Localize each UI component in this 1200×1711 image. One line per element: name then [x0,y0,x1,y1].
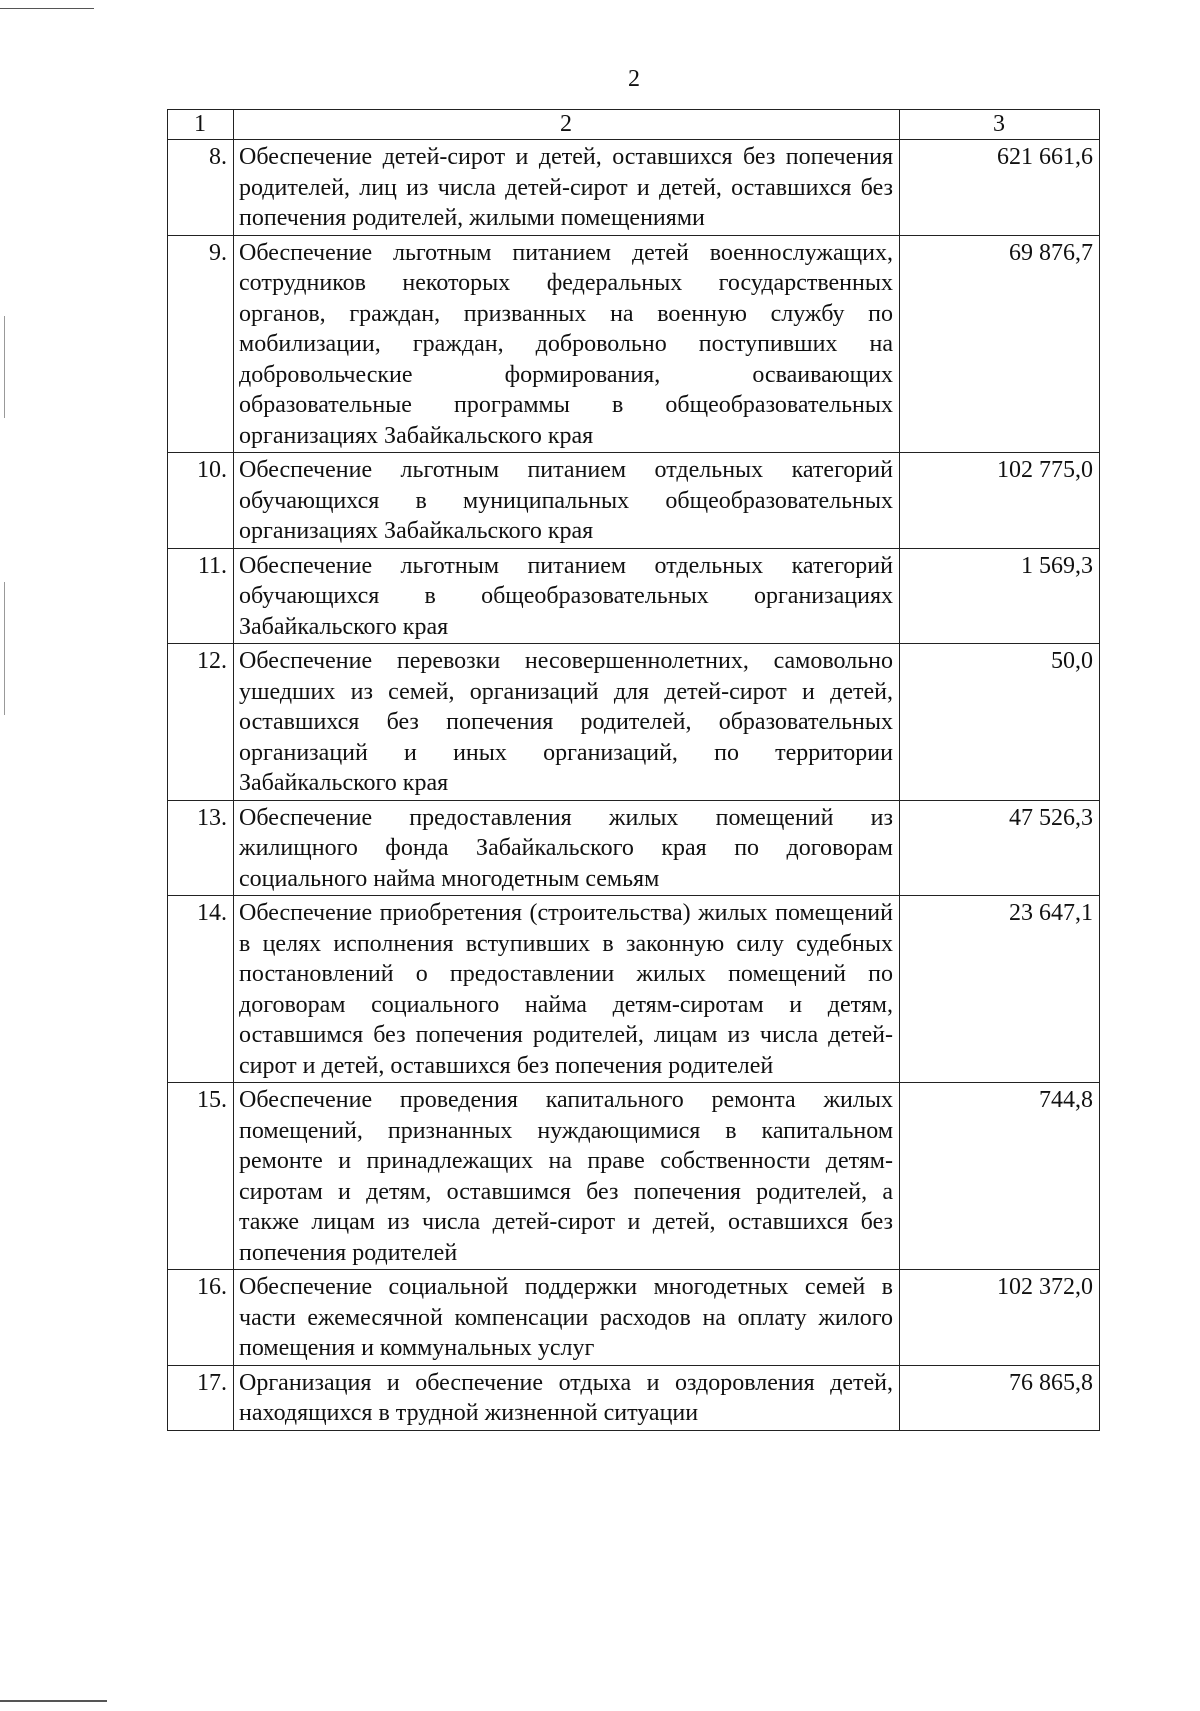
row-amount: 1 569,3 [900,548,1100,644]
row-description: Обеспечение приобретения (строительства) жилых помещений в целях исполнения вступивших в законную силу судебных постановлений о предоставлении жилых помещений по договорам социального найма детям-сиротам и детям, оставшимся без попечения родителей, лицам из числа детей-сирот и детей, оставшихся без попечения родителей [234,896,900,1083]
row-amount: 76 865,8 [900,1365,1100,1430]
row-amount: 744,8 [900,1083,1100,1270]
scan-artifact-bottom-left [0,1700,107,1702]
table-header-row [168,110,1100,140]
scan-artifact-left-edge [4,316,5,418]
row-description: Обеспечение социальной поддержки многодетных семей в части ежемесячной компенсации расходов на оплату жилого помещения и коммунальных услуг [234,1270,900,1366]
column-header-2: 2 [234,110,900,140]
row-description: Организация и обеспечение отдыха и оздоровления детей, находящихся в трудной жизненной ситуации [234,1365,900,1430]
row-number: 10. [168,453,234,549]
table-row [168,1083,1100,1270]
row-number: 12. [168,644,234,801]
table-row [168,140,1100,236]
row-amount: 621 661,6 [900,140,1100,236]
row-number: 11. [168,548,234,644]
table-row [168,644,1100,801]
table-row [168,1270,1100,1366]
row-amount: 50,0 [900,644,1100,801]
row-description: Обеспечение льготным питанием отдельных категорий обучающихся в муниципальных общеобразовательных организациях Забайкальского края [234,453,900,549]
row-description: Обеспечение льготным питанием детей военнослужащих, сотрудников некоторых федеральных государственных органов, граждан, призванных на военную службу по мобилизации, граждан, добровольно поступивших на добровольческие формирования, осваивающих образовательные программы в общеобразовательных организациях Забайкальского края [234,235,900,453]
table-row [168,896,1100,1083]
table-row [168,453,1100,549]
row-number: 17. [168,1365,234,1430]
row-description: Обеспечение перевозки несовершеннолетних, самовольно ушедших из семей, организаций для детей-сирот и детей, оставшихся без попечения родителей, образовательных организаций и иных организаций, по территории Забайкальского края [234,644,900,801]
row-number: 14. [168,896,234,1083]
row-number: 15. [168,1083,234,1270]
row-description: Обеспечение льготным питанием отдельных категорий обучающихся в общеобразовательных организациях Забайкальского края [234,548,900,644]
table-row [168,800,1100,896]
table-row [168,235,1100,453]
table-row [168,1365,1100,1430]
table-row [168,548,1100,644]
column-header-1: 1 [168,110,234,140]
row-amount: 102 372,0 [900,1270,1100,1366]
scan-artifact-top-left [0,8,94,9]
row-amount: 47 526,3 [900,800,1100,896]
column-header-3: 3 [900,110,1100,140]
row-number: 8. [168,140,234,236]
row-number: 16. [168,1270,234,1366]
row-amount: 23 647,1 [900,896,1100,1083]
page-number: 2 [628,66,640,92]
row-amount: 69 876,7 [900,235,1100,453]
row-amount: 102 775,0 [900,453,1100,549]
scan-artifact-left-edge-2 [4,582,5,715]
row-number: 9. [168,235,234,453]
row-description: Обеспечение предоставления жилых помещений из жилищного фонда Забайкальского края по договорам социального найма многодетным семьям [234,800,900,896]
row-description: Обеспечение проведения капитального ремонта жилых помещений, признанных нуждающимися в капитальном ремонте и принадлежащих на праве собственности детям-сиротам и детям, оставшимся без попечения родителей, а также лицам из числа детей-сирот и детей, оставшихся без попечения родителей [234,1083,900,1270]
budget-table [167,109,1100,1431]
row-description: Обеспечение детей-сирот и детей, оставшихся без попечения родителей, лиц из числа детей-сирот и детей, оставшихся без попечения родителей, жилыми помещениями [234,140,900,236]
row-number: 13. [168,800,234,896]
